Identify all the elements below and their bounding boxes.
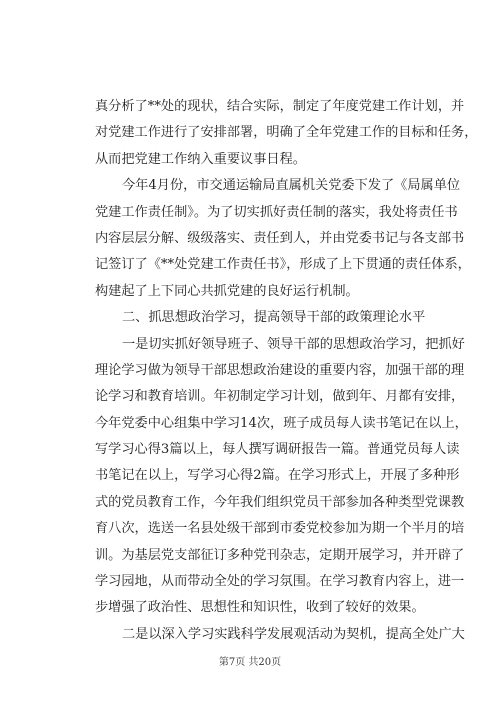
text-line: 党建工作责任制》。为了切实抓好责任制的落实，我处将责任书 (95, 204, 458, 220)
paragraph-first-line: 今年4月份，市交通运输局直属机关党委下发了《局属单位 (122, 178, 461, 194)
text-line: 今年党委中心组集中学习14次，班子成员每人读书笔记在以上， (95, 415, 468, 431)
text-line: 育八次，选送一名县处级干部到市委党校参加为期一个半月的培 (95, 521, 465, 537)
text-line: 学习园地，从而带动全处的学习氛围。在学习教育内容上，进一 (95, 574, 465, 590)
text-line: 步增强了政治性、思想性和知识性，收到了较好的效果。 (95, 600, 425, 616)
text-line: 记签订了《**处党建工作责任书》，形成了上下贯通的责任体系， (95, 257, 471, 273)
text-line: 对党建工作进行了安排部署，明确了全年党建工作的目标和任务， (95, 125, 478, 141)
text-line: 论学习和教育培训。年初制定学习计划，做到年、月都有安排， (95, 389, 465, 405)
text-line: 训。为基层党支部征订多种党刊杂志，定期开展学习，并开辟了 (95, 547, 465, 563)
text-line: 书笔记在以上，写学习心得2篇。在学习形式上，开展了多种形 (95, 468, 460, 484)
page-indicator: 第7页 共20页 (218, 657, 282, 668)
paragraph-first-line: 二是以深入学习实践科学发展观活动为契机，提高全处广大 (122, 626, 465, 642)
text-line: 理论学习做为领导干部思想政治建设的重要内容，加强干部的理 (95, 362, 465, 378)
text-line: 式的党员教育工作，今年我们组织党员干部参加各种类型党课教 (95, 494, 465, 510)
text-line: 构建起了上下同心共抓党建的良好运行机制。 (95, 283, 359, 299)
page-footer (0, 656, 500, 670)
document-body (95, 94, 478, 648)
text-line: 真分析了**处的现状，结合实际，制定了年度党建工作计划，并 (95, 99, 465, 114)
text-line: 内容层层分解、级级落实、责任到人，并由党委书记与各支部书 (95, 230, 465, 246)
section-heading: 二、抓思想政治学习，提高领导干部的政策理论水平 (122, 310, 426, 326)
paragraph-first-line: 一是切实抓好领导班子、领导干部的思想政治学习，把抓好 (122, 336, 465, 352)
text-line: 从而把党建工作纳入重要议事日程。 (95, 151, 306, 167)
text-line: 写学习心得3篇以上，每人撰写调研报告一篇。普通党员每人读 (95, 442, 460, 458)
